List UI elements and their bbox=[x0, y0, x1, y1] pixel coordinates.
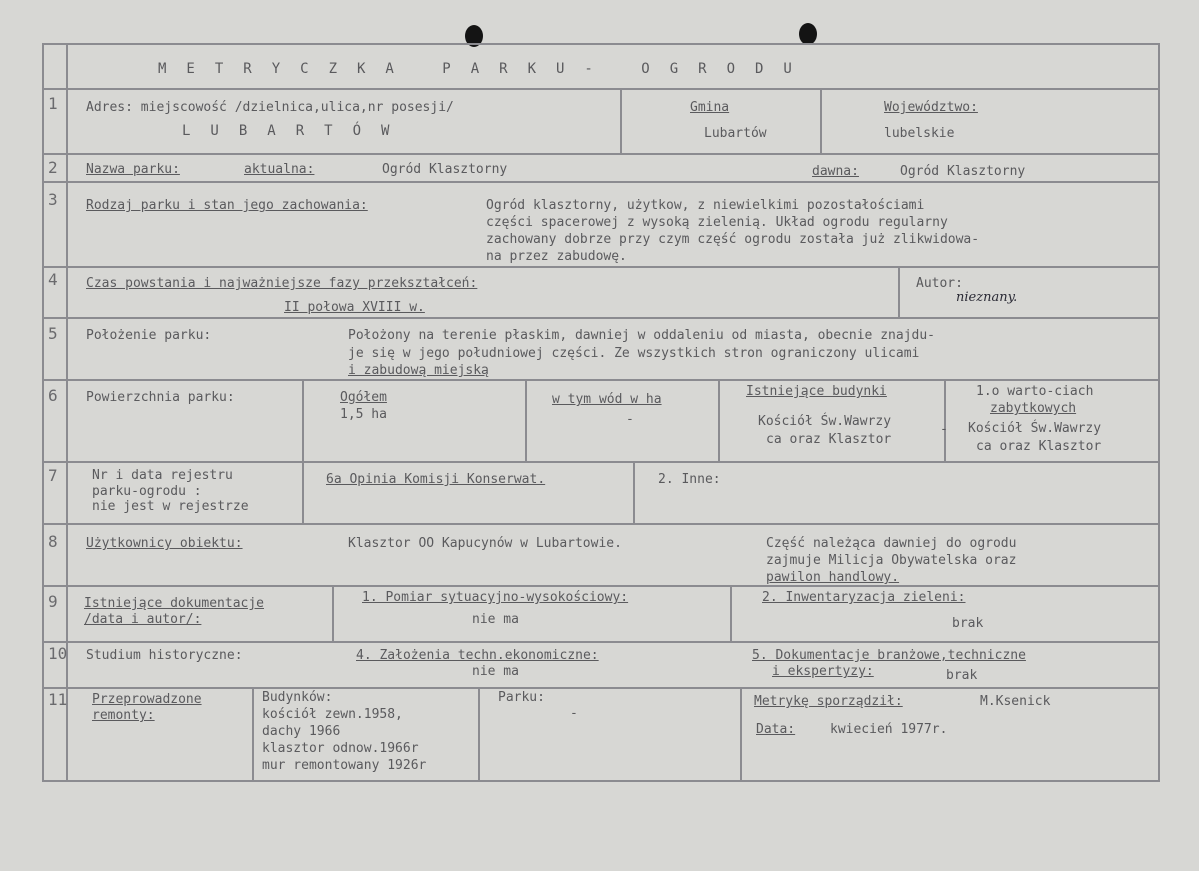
row-separator bbox=[42, 585, 1160, 587]
date-label: Data: bbox=[756, 722, 796, 737]
historical-study-label: Studium historyczne: bbox=[86, 648, 243, 663]
valuable-line: zabytkowych bbox=[990, 401, 1077, 416]
former-name-label: dawna: bbox=[812, 164, 859, 179]
gmina-label: Gmina bbox=[690, 100, 730, 115]
current-name-label: aktualna: bbox=[244, 162, 315, 177]
park-renovation-label: Parku: bbox=[498, 690, 545, 705]
row-separator bbox=[42, 461, 1160, 463]
greenery-inventory-value: brak bbox=[952, 616, 984, 631]
row-number: 7 bbox=[48, 466, 58, 485]
creation-time-label: Czas powstania i najważniejsze fazy przekształceń: bbox=[86, 276, 478, 291]
park-type-line: na przez zabudowę. bbox=[486, 249, 627, 264]
col-divider bbox=[944, 379, 946, 461]
users-value: Klasztor OO Kapucynów w Lubartowie. bbox=[348, 536, 622, 551]
dash: - bbox=[940, 422, 948, 437]
current-name-value: Ogród Klasztorny bbox=[382, 162, 508, 177]
water-area-label: w tym wód w ha bbox=[552, 392, 662, 407]
park-type-line: części spacerowej z wysoką zielenią. Układ ogrodu regularny bbox=[486, 215, 948, 230]
buildings-renovation-line: klasztor odnow.1966r bbox=[262, 741, 419, 756]
row-separator bbox=[42, 88, 1160, 90]
location-label: Położenie parku: bbox=[86, 328, 212, 343]
existing-buildings-label: Istniejące budynki bbox=[746, 384, 887, 399]
date-value: kwiecień 1977r. bbox=[830, 722, 948, 737]
row-number: 11 bbox=[48, 690, 68, 709]
row-number: 1 bbox=[48, 94, 58, 113]
documentation-label-line: Istniejące dokumentacje bbox=[84, 596, 265, 611]
voivodeship-value: lubelskie bbox=[884, 126, 955, 141]
col-divider bbox=[718, 379, 720, 461]
voivodeship-label: Województwo: bbox=[884, 100, 978, 115]
existing-buildings-line: ca oraz Klasztor bbox=[766, 432, 892, 447]
col-divider bbox=[633, 461, 635, 523]
col-divider bbox=[478, 687, 480, 782]
water-area-value: - bbox=[626, 412, 634, 427]
row-number: 4 bbox=[48, 270, 58, 289]
prepared-by-value: M.Ksenick bbox=[980, 694, 1051, 709]
row-separator bbox=[42, 153, 1160, 155]
col-divider bbox=[302, 379, 304, 461]
total-area-value: 1,5 ha bbox=[340, 407, 387, 422]
author-value: nieznany. bbox=[956, 290, 1018, 305]
users-note-line: Część należąca dawniej do ogrodu bbox=[766, 536, 1017, 551]
registry-label-line: Nr i data rejestru bbox=[92, 468, 233, 483]
other-registry: 2. Inne: bbox=[658, 472, 721, 487]
author-label: Autor: bbox=[916, 276, 963, 291]
creation-time-value: II połowa XVIII w. bbox=[284, 300, 425, 315]
area-label: Powierzchnia parku: bbox=[86, 390, 235, 405]
valuable-line: ca oraz Klasztor bbox=[976, 439, 1102, 454]
valuable-line: 1.o warto-ciach bbox=[976, 384, 1094, 399]
conservator-opinion: 6a Opinia Komisji Konserwat. bbox=[326, 472, 546, 487]
row-separator bbox=[42, 379, 1160, 381]
existing-buildings-line: Kościół Św.Wawrzy bbox=[758, 414, 892, 429]
branch-docs-label-line: 5. Dokumentacje branżowe,techniczne bbox=[752, 648, 1026, 663]
documentation-label-line: /data i autor/: bbox=[84, 612, 202, 627]
row-number: 6 bbox=[48, 386, 58, 405]
location-line: Położony na terenie płaskim, dawniej w oddaleniu od miasta, obecnie znajdu- bbox=[348, 328, 935, 343]
row-number: 5 bbox=[48, 324, 58, 343]
park-renovation-value: - bbox=[570, 706, 578, 721]
park-type-label: Rodzaj parku i stan jego zachowania: bbox=[86, 198, 368, 213]
col-divider bbox=[730, 585, 732, 641]
row-separator bbox=[42, 266, 1160, 268]
registry-label-line: nie jest w rejestrze bbox=[92, 499, 249, 514]
registry-label-line: parku-ogrodu : bbox=[92, 484, 202, 499]
col-divider bbox=[302, 461, 304, 523]
survey-label: 1. Pomiar sytuacyjno-wysokościowy: bbox=[362, 590, 629, 605]
total-area-label: Ogółem bbox=[340, 390, 387, 405]
col-divider bbox=[820, 88, 822, 153]
users-label: Użytkownicy obiektu: bbox=[86, 536, 243, 551]
col-divider bbox=[252, 687, 254, 782]
buildings-renovation-line: kościół zewn.1958, bbox=[262, 707, 403, 722]
buildings-renovation-line: dachy 1966 bbox=[262, 724, 341, 739]
frame-top bbox=[42, 43, 1160, 45]
row-number: 2 bbox=[48, 158, 58, 177]
location-line: i zabudową miejską bbox=[348, 363, 489, 378]
branch-docs-value: brak bbox=[946, 668, 978, 683]
former-name-value: Ogród Klasztorny bbox=[900, 164, 1026, 179]
punch-hole-right bbox=[799, 23, 817, 45]
row-separator bbox=[42, 641, 1160, 643]
row-number: 10 bbox=[48, 644, 68, 663]
row-separator bbox=[42, 523, 1160, 525]
col-divider bbox=[332, 585, 334, 641]
col-divider bbox=[525, 379, 527, 461]
col-divider bbox=[898, 266, 900, 317]
renovations-label-line: remonty: bbox=[92, 708, 155, 723]
address-value: LUBARTÓW bbox=[182, 123, 410, 139]
row-number: 9 bbox=[48, 592, 58, 611]
park-name-label: Nazwa parku: bbox=[86, 162, 180, 177]
gmina-value: Lubartów bbox=[704, 126, 767, 141]
park-type-line: zachowany dobrze przy czym część ogrodu została już zlikwidowa- bbox=[486, 232, 980, 247]
prepared-by-label: Metrykę sporządził: bbox=[754, 694, 903, 709]
buildings-renovation-label: Budynków: bbox=[262, 690, 333, 705]
address-label: Adres: miejscowość /dzielnica,ulica,nr posesji/ bbox=[86, 100, 454, 115]
valuable-line: Kościół Św.Wawrzy bbox=[968, 421, 1102, 436]
renovations-label-line: Przeprowadzone bbox=[92, 692, 202, 707]
row-number: 3 bbox=[48, 190, 58, 209]
greenery-inventory-label: 2. Inwentaryzacja zieleni: bbox=[762, 590, 966, 605]
row-separator bbox=[42, 687, 1160, 689]
buildings-renovation-line: mur remontowany 1926r bbox=[262, 758, 427, 773]
frame-bottom bbox=[42, 780, 1160, 782]
tech-assumptions-value: nie ma bbox=[472, 664, 519, 679]
tech-assumptions-label: 4. Założenia techn.ekonomiczne: bbox=[356, 648, 599, 663]
users-note-line: pawilon handlowy. bbox=[766, 570, 900, 585]
branch-docs-label-line: i ekspertyzy: bbox=[772, 664, 874, 679]
users-note-line: zajmuje Milicja Obywatelska oraz bbox=[766, 553, 1017, 568]
col-divider bbox=[620, 88, 622, 153]
survey-value: nie ma bbox=[472, 612, 519, 627]
location-line: je się w jego południowej części. Ze wszystkich stron ograniczony ulicami bbox=[348, 346, 920, 361]
row-separator bbox=[42, 181, 1160, 183]
row-number: 8 bbox=[48, 532, 58, 551]
col-divider bbox=[740, 687, 742, 782]
document-title: METRYCZKA PARKU- OGRODU bbox=[158, 61, 812, 77]
park-type-line: Ogród klasztorny, użytkow, z niewielkimi pozostałościami bbox=[486, 198, 925, 213]
row-separator bbox=[42, 317, 1160, 319]
